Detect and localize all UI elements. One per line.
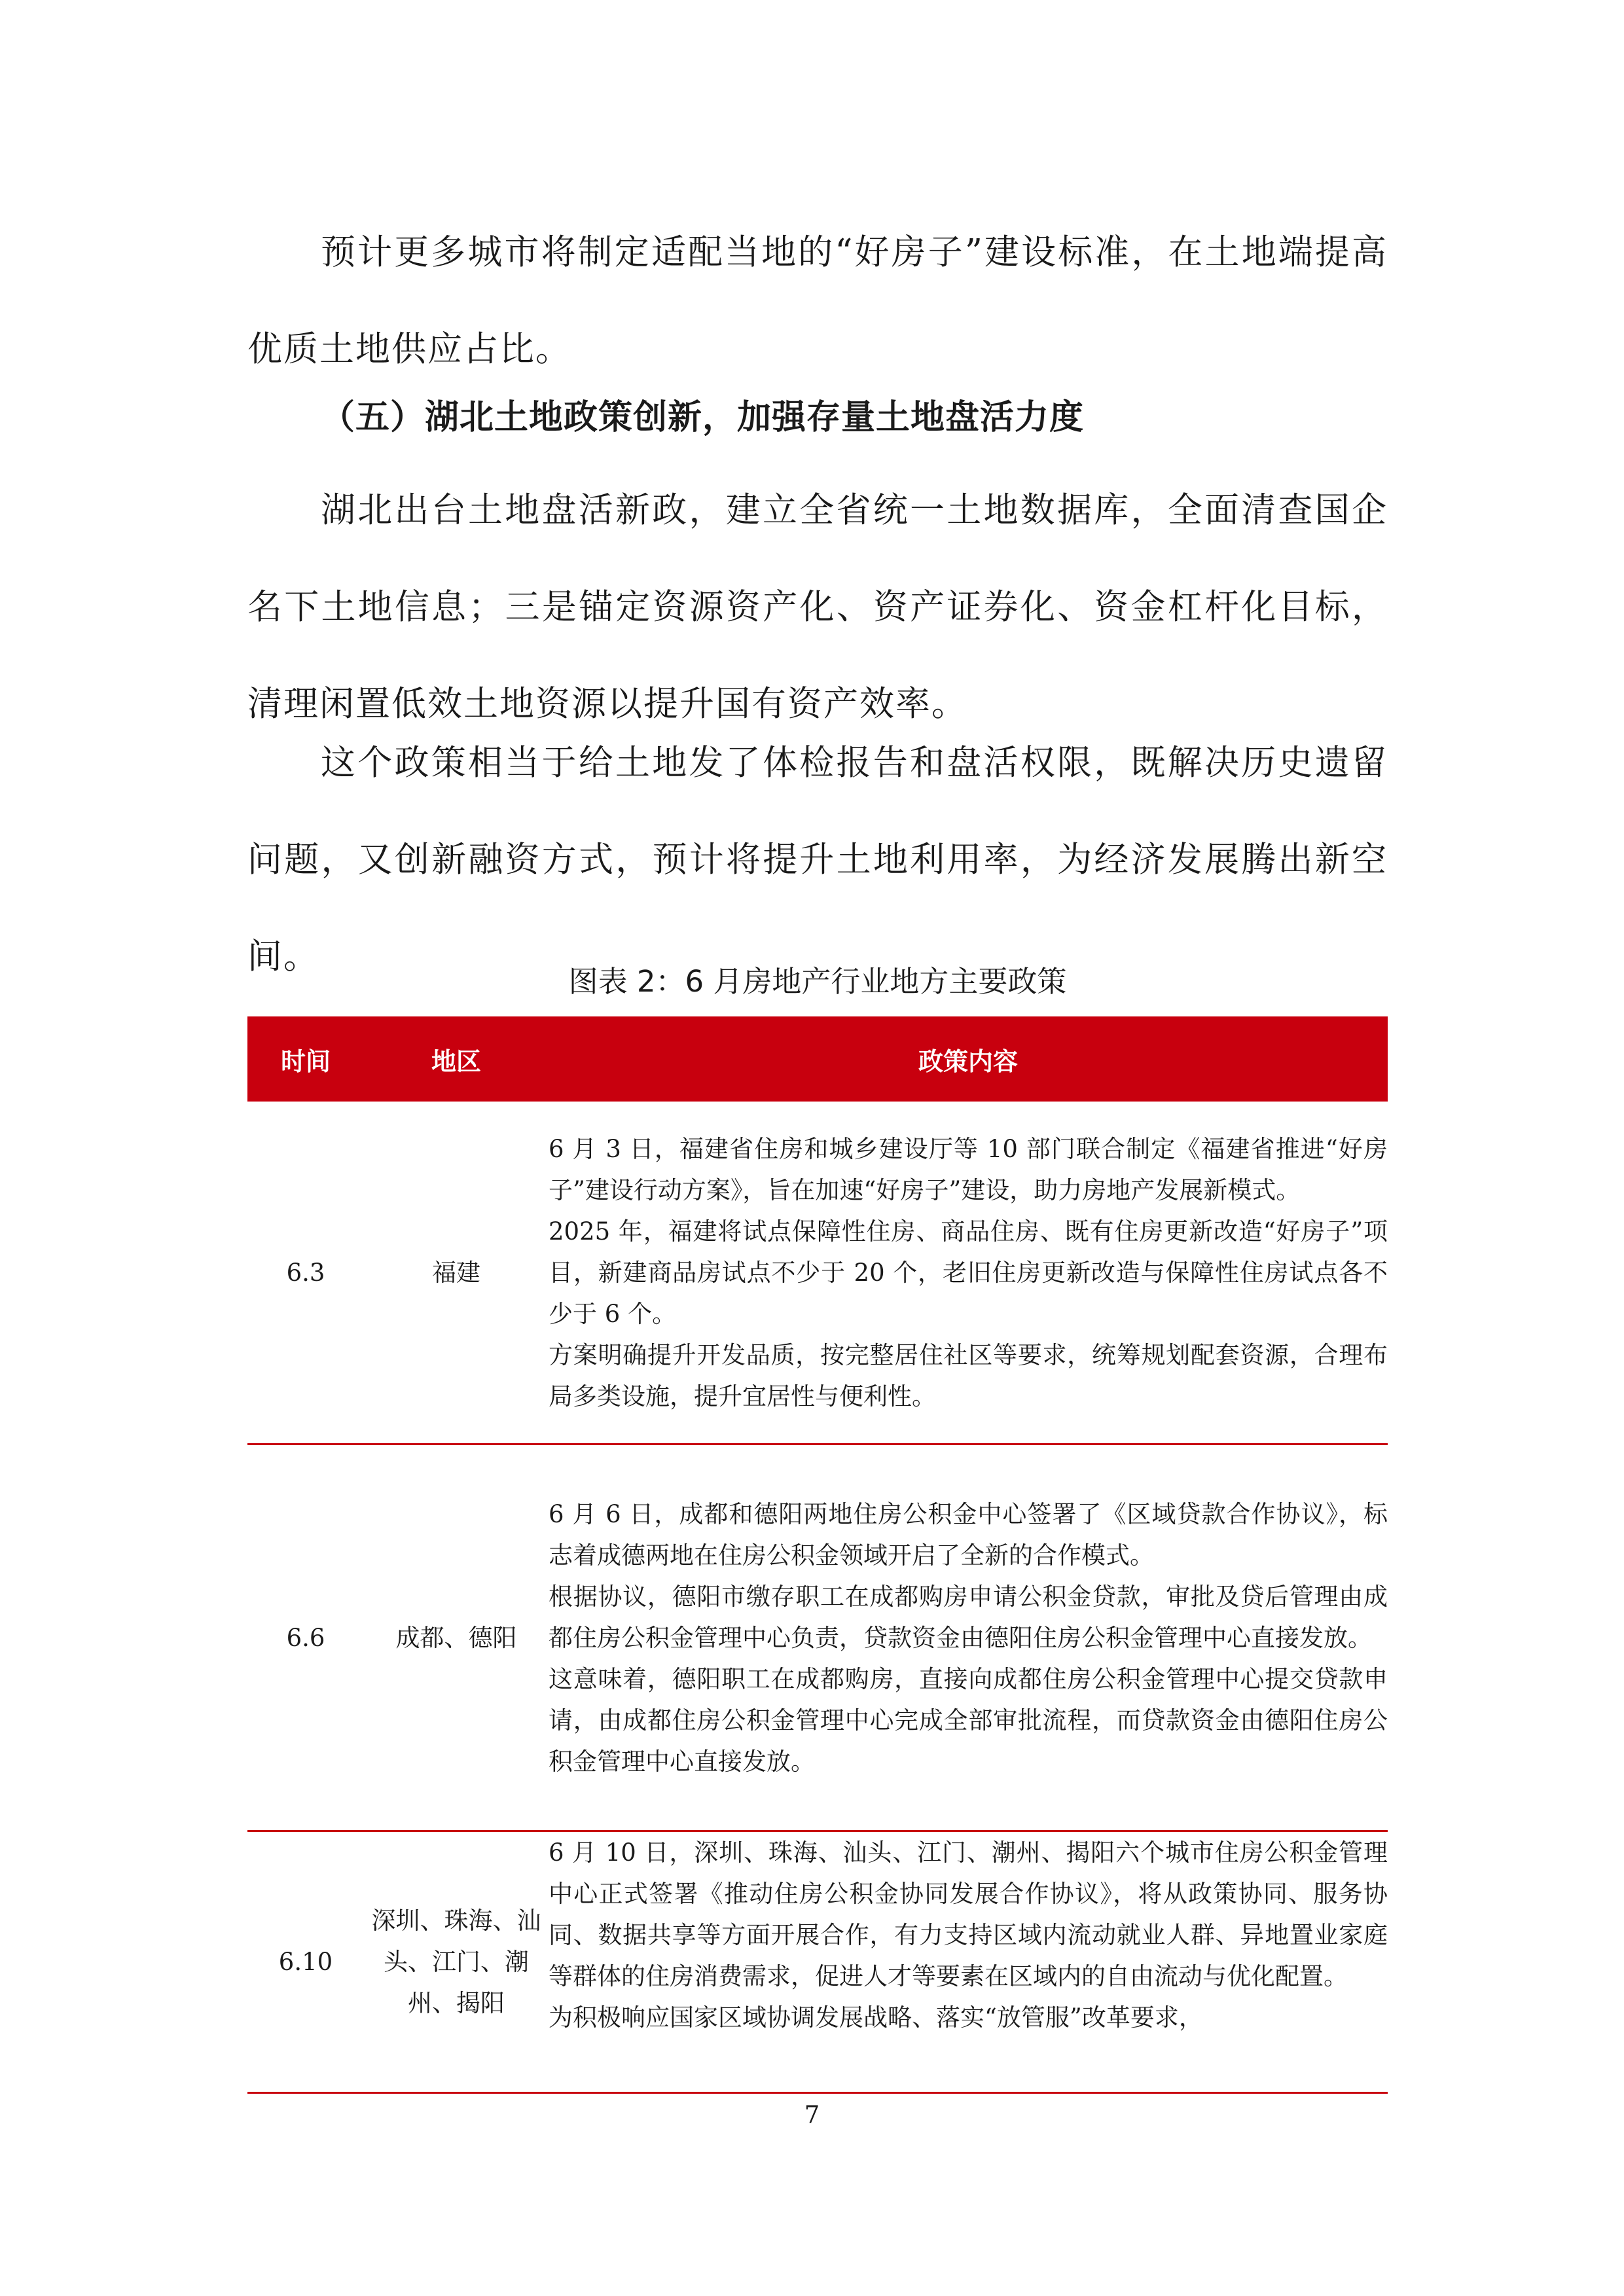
table-row xyxy=(247,1831,1388,2093)
policy-text: 这意味着，德阳职工在成都购房，直接向成都住房公积金管理中心提交贷款申请，由成都住房公积金管理中心完成全部审批流程，而贷款资金由德阳住房公积金管理中心直接发放。 xyxy=(549,1664,1388,1776)
cell-region: 福建 xyxy=(364,1102,549,1444)
cell-time: 6.3 xyxy=(247,1102,364,1444)
cell-policy-content xyxy=(549,1444,1388,1831)
cell-time: 6.6 xyxy=(247,1444,364,1831)
policy-text: 6 月 6 日，成都和德阳两地住房公积金中心签署了《区域贷款合作协议》，标志着成德两地在住房公积金领域开启了全新的合作模式。 xyxy=(549,1499,1388,1570)
policy-text: 6 月 10 日，深圳、珠海、汕头、江门、潮州、揭阳六个城市住房公积金管理中心正式签署《推动住房公积金协同发展合作协议》，将从政策协同、服务协同、数据共享等方面开展合作，有力支持区域内流动就业人群、异地置业家庭等群体的住房消费需求，促进人才等要素在区域内的自由流动与优化配置。 xyxy=(549,1839,1388,1990)
paragraph-hubei-land-revitalization: 湖北出台土地盘活新政，建立全省统一土地数据库，全面清查国企名下土地信息；三是锚定资源资产化、资产证券化、资金杠杆化目标，清理闲置低效土地资源以提升国有资产效率。 xyxy=(247,490,1388,724)
cell-time: 6.10 xyxy=(247,1831,364,2093)
cell-region: 深圳、珠海、汕头、江门、潮州、揭阳 xyxy=(364,1831,549,2093)
header-time: 时间 xyxy=(247,1016,364,1102)
paragraph-good-housing-standard: 预计更多城市将制定适配当地的“好房子”建设标准，在土地端提高优质土地供应占比。 xyxy=(247,232,1388,369)
table-caption: 图表 2：6 月房地产行业地方主要政策 xyxy=(568,964,1067,999)
policy-table xyxy=(247,1016,1388,2094)
cell-policy-content xyxy=(549,1831,1388,2093)
policy-text: 为积极响应国家区域协调发展战略、落实“放管服”改革要求， xyxy=(549,2003,1203,2032)
cell-policy-content xyxy=(549,1102,1388,1444)
policy-text: 6 月 3 日，福建省住房和城乡建设厅等 10 部门联合制定《福建省推进“好房子”建设行动方案》，旨在加速“好房子”建设，助力房地产发展新模式。 xyxy=(549,1134,1388,1204)
table-row xyxy=(247,1102,1388,1444)
policy-text: 方案明确提升开发品质，按完整居住社区等要求，统筹规划配套资源，合理布局多类设施，提升宜居性与便利性。 xyxy=(549,1340,1388,1410)
paragraph-policy-impact: 这个政策相当于给土地发了体检报告和盘活权限，既解决历史遗留问题，又创新融资方式，预计将提升土地利用率，为经济发展腾出新空间。 xyxy=(247,743,1388,977)
header-region: 地区 xyxy=(364,1016,549,1102)
header-policy-content: 政策内容 xyxy=(549,1016,1388,1102)
page-number: 7 xyxy=(804,2101,820,2129)
table-row xyxy=(247,1444,1388,1831)
section-heading-hubei-land-policy: （五）湖北土地政策创新，加强存量土地盘活力度 xyxy=(321,398,1085,437)
policy-text: 根据协议，德阳市缴存职工在成都购房申请公积金贷款，审批及贷后管理由成都住房公积金管理中心负责，贷款资金由德阳住房公积金管理中心直接发放。 xyxy=(549,1582,1388,1652)
policy-text: 2025 年，福建将试点保障性住房、商品住房、既有住房更新改造“好房子”项目，新建商品房试点不少于 20 个，老旧住房更新改造与保障性住房试点各不少于 6 个。 xyxy=(549,1217,1388,1328)
table-header-row xyxy=(247,1016,1388,1102)
cell-region: 成都、德阳 xyxy=(364,1444,549,1831)
